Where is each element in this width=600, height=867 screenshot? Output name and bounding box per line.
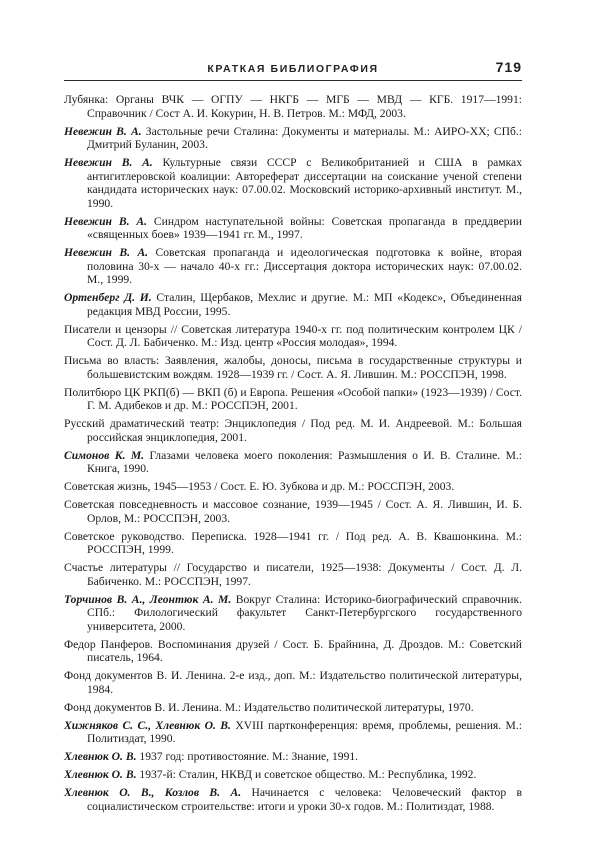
entry-text: Сталин, Щербаков, Мехлис и другие. М.: МП «Кодекс», Объединенная редакция МВД России, 1995. — [87, 291, 522, 318]
bibliography-entry — [64, 530, 522, 557]
entry-text: Советская жизнь, 1945—1953 / Сост. Е. Ю. Зубкова и др. М.: РОССПЭН, 2003. — [64, 480, 455, 493]
entry-text: Фонд документов В. И. Ленина. М.: Издательство политической литературы, 1970. — [64, 700, 474, 714]
entry-text: Советская повседневность и массовое сознание, 1939—1945 / Сост. А. Я. Лившин, И. Б. Орлов, М.: РОССПЭН, 2003. — [64, 498, 522, 525]
bibliography-entry — [64, 786, 522, 813]
entry-text: 1937 год: противостояние. М.: Знание, 1991. — [139, 750, 359, 763]
bibliography-entry — [64, 669, 522, 696]
bibliography-entry — [64, 93, 522, 120]
entry-author: Хлевнюк О. В., Козлов В. А. — [64, 786, 242, 799]
entry-text: Фонд документов В. И. Ленина. 2-е изд., доп. М.: Издательство политической литературы, 1984. — [64, 669, 522, 696]
entry-text: Советская пропаганда и идеологическая подготовка к войне, вторая половина 30-х — начало 40-х гг.: Диссертация доктора исторических наук: 07.00.02. М., 1999. — [87, 246, 523, 286]
entry-author: Хлевнюк О. В. — [64, 768, 137, 781]
bibliography-entry — [64, 638, 522, 665]
entry-text: Глазами человека моего поколения: Размышления о И. В. Сталине. М.: Книга, 1990. — [87, 448, 522, 475]
entry-author: Симонов К. М. — [64, 448, 145, 462]
bibliography-entry — [64, 215, 522, 242]
entry-author: Торчинов В. А., Леонтюк А. М. — [64, 592, 232, 606]
entry-text: Писатели и цензоры // Советская литература 1940-х гг. под политическим контролем ЦК / Сост. Д. Л. Бабиченко. М.: Изд. центр «Россия молодая», 1994. — [64, 322, 522, 349]
entry-author: Хижняков С. С., Хлевнюк О. В. — [64, 718, 231, 732]
entry-text: Политбюро ЦК РКП(б) — ВКП (б) и Европа. Решения «Особой папки» (1923—1939) / Сост. Г. М. Адибеков и др. М.: РОССПЭН, 2001. — [64, 385, 522, 412]
bibliography-entry — [64, 561, 522, 588]
entry-text: Счастье литературы // Государство и писатели, 1925—1938: Документы / Сост. Д. Л. Бабиченко. М.: РОССПЭН, 1997. — [64, 561, 522, 588]
bibliography-entry — [64, 480, 522, 494]
entry-text: XVIII партконференция: время, проблемы, решения. М.: Политиздат, 1990. — [87, 718, 522, 745]
entry-author: Невежин В. А. — [64, 214, 148, 228]
entry-text: Застольные речи Сталина: Документы и материалы. М.: АИРО-XX; СПб.: Дмитрий Буланин, 2003. — [87, 124, 522, 151]
bibliography-entry — [64, 417, 522, 444]
bibliography-entry — [64, 125, 522, 152]
entry-text: Начинается с человека: Человеческий фактор в социалистическом строительстве: итоги и уроки 30-х годов. М.: Политиздат, 1988. — [87, 786, 522, 813]
page-content — [64, 59, 523, 818]
entry-text: Лубянка: Органы ВЧК — ОГПУ — НКГБ — МГБ — МВД — КГБ. 1917—1991: Справочник / Сост А. И. Кокурин, Н. В. Петров. М.: МФД, 2003. — [64, 93, 522, 120]
entry-author: Хлевнюк О. В. — [64, 750, 137, 763]
bibliography-entry — [64, 386, 522, 413]
bibliography-entry — [64, 593, 522, 634]
entry-text: Культурные связи СССР с Великобританией и США в рамках антигитлеровской коалиции: Автореферат диссертации на соискание ученой степени кандидата исторических наук: 07.00.02. Московский историко-архивный институт. М., 1990. — [87, 156, 522, 210]
running-head — [64, 59, 522, 81]
page-title: КРАТКАЯ БИБЛИОГРАФИЯ — [207, 63, 379, 75]
bibliography-entry — [64, 291, 522, 318]
bibliography-entry — [64, 246, 522, 287]
entry-text: Письма во власть: Заявления, жалобы, доносы, письма в государственные структуры и большевистским вождям. 1928—1939 гг. / Сост. А. Я. Лившин. М.: РОССПЭН, 1998. — [64, 354, 522, 381]
bibliography-entry — [64, 156, 522, 210]
bibliography-list — [64, 93, 522, 813]
entry-text: Синдром наступательной войны: Советская пропаганда в преддверии «священных боев» 1939—1941 гг. М., 1997. — [87, 214, 522, 241]
entry-text: Федор Панферов. Воспоминания друзей / Сост. Б. Брайнина, Д. Дроздов. М.: Советский писатель, 1964. — [64, 637, 522, 664]
bibliography-entry — [64, 750, 522, 764]
page-number: 719 — [495, 59, 522, 75]
entry-author: Невежин В. А. — [64, 124, 142, 138]
entry-text: Советское руководство. Переписка. 1928—1941 гг. / Под ред. А. В. Квашонкина. М.: РОССПЭН, 1999. — [64, 529, 522, 556]
entry-text: Русский драматический театр: Энциклопедия / Под ред. М. И. Андреевой. М.: Большая российская энциклопедия, 2001. — [64, 417, 522, 444]
entry-author: Ортенберг Д. И. — [64, 291, 152, 304]
bibliography-entry — [64, 354, 522, 381]
bibliography-entry — [64, 449, 522, 476]
bibliography-entry — [64, 498, 522, 525]
entry-author: Невежин В. А. — [64, 156, 153, 169]
entry-author: Невежин В. А. — [64, 246, 149, 259]
bibliography-entry — [64, 323, 522, 350]
bibliography-entry — [64, 701, 522, 715]
bibliography-entry — [64, 719, 522, 746]
bibliography-entry — [64, 768, 522, 782]
entry-text: Вокруг Сталина: Историко-биографический справочник. СПб.: Филологический факультет Санкт-Петербургского государственного университета, 2000. — [87, 592, 522, 633]
entry-text: 1937-й: Сталин, НКВД и советское общество. М.: Республика, 1992. — [139, 768, 477, 781]
